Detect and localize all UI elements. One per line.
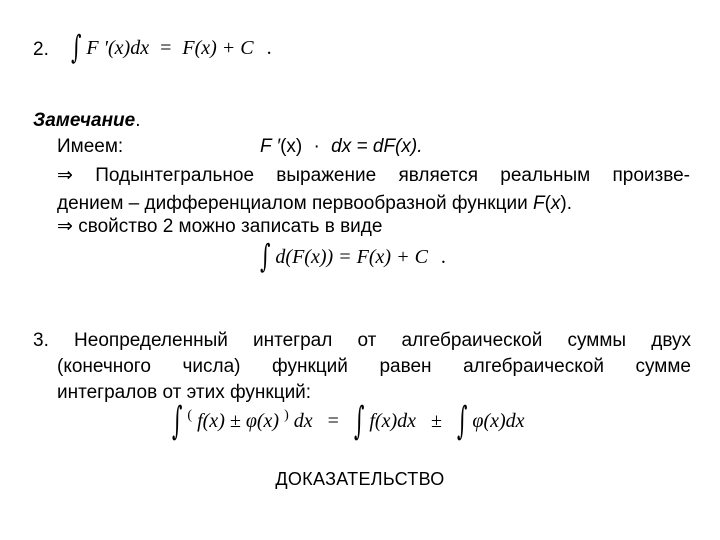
property-3-line-2 <box>57 354 691 380</box>
property-3-line-3-text: интегралов от этих функций: <box>57 382 312 403</box>
have-f3: dx = dF(x). <box>331 136 423 157</box>
formula-sum-dx: dx <box>293 410 313 432</box>
have-formula <box>260 134 422 160</box>
formula-sum-rparen: ) <box>284 408 289 423</box>
have-line <box>57 134 677 160</box>
have-dot: · <box>313 136 320 157</box>
integral-sign: ∫ <box>456 397 468 443</box>
property-3-line-1 <box>33 328 691 354</box>
implies-line-2-x: x <box>550 193 561 214</box>
implies-line-1-text: Подынтегральное выражение является реальным произве- <box>95 165 690 186</box>
integral-sign: ∫ <box>260 236 271 276</box>
property-3-line-1-text: Неопределенный интеграл от алгебраической суммы двух <box>74 330 692 351</box>
implies-arrow-icon: ⇒ <box>57 165 73 186</box>
property-3-line-2-text: (конечного числа) функций равен алгебраической сумме <box>57 356 691 377</box>
implies-arrow-icon: ⇒ <box>57 216 73 237</box>
implies-line-2-lp: ( <box>544 193 551 214</box>
implies-paragraph-2 <box>57 214 382 240</box>
implies-line-2-text: дением – дифференциалом первообразной функции <box>57 193 528 214</box>
formula-differential <box>260 236 446 276</box>
implies-line-2-F: F <box>532 193 545 214</box>
formula-lhs: F ′(x)dx <box>86 37 150 59</box>
formula-sum-lparen: ( <box>187 408 193 423</box>
property-number: 2. <box>33 39 49 60</box>
formula-sum-pm: ± <box>431 410 442 432</box>
integral-sign: ∫ <box>71 27 82 67</box>
implies-paragraph-1 <box>57 163 690 217</box>
formula-sum-mid: f(x) ± φ(x) <box>197 410 280 432</box>
have-f1: F ′ <box>260 136 281 157</box>
remark-title <box>33 108 141 134</box>
property-3 <box>33 328 691 354</box>
remark-title-text: Замечание <box>33 110 136 131</box>
implies-2-text: свойство 2 можно записать в виде <box>78 216 383 237</box>
remark-title-dot: . <box>135 110 141 131</box>
have-f2: (x) <box>280 136 303 157</box>
implies-line-2-end: ). <box>560 193 573 214</box>
integral-sign: ∫ <box>353 397 365 443</box>
formula-end: . <box>266 37 272 59</box>
formula-sum-eq: = <box>327 410 339 432</box>
have-label: Имеем: <box>57 136 124 157</box>
property-3-line-3 <box>57 380 691 406</box>
formula-rhs: F(x) + C <box>182 37 254 59</box>
formula-differential-body: d(F(x)) = F(x) + C <box>275 246 428 268</box>
property-3-number: 3. <box>33 330 49 351</box>
formula-sum-t2: f(x)dx <box>369 410 416 432</box>
proof-label: ДОКАЗАТЕЛЬСТВО <box>275 469 445 489</box>
implies-line-1 <box>57 163 690 189</box>
formula-differential-end: . <box>440 246 446 268</box>
formula-sum-t3: φ(x)dx <box>472 410 525 432</box>
formula-property-2 <box>71 27 272 67</box>
formula-sum <box>172 397 525 443</box>
formula-eq: = <box>160 37 172 59</box>
integral-sign: ∫ <box>172 397 183 443</box>
property-2 <box>33 27 433 72</box>
